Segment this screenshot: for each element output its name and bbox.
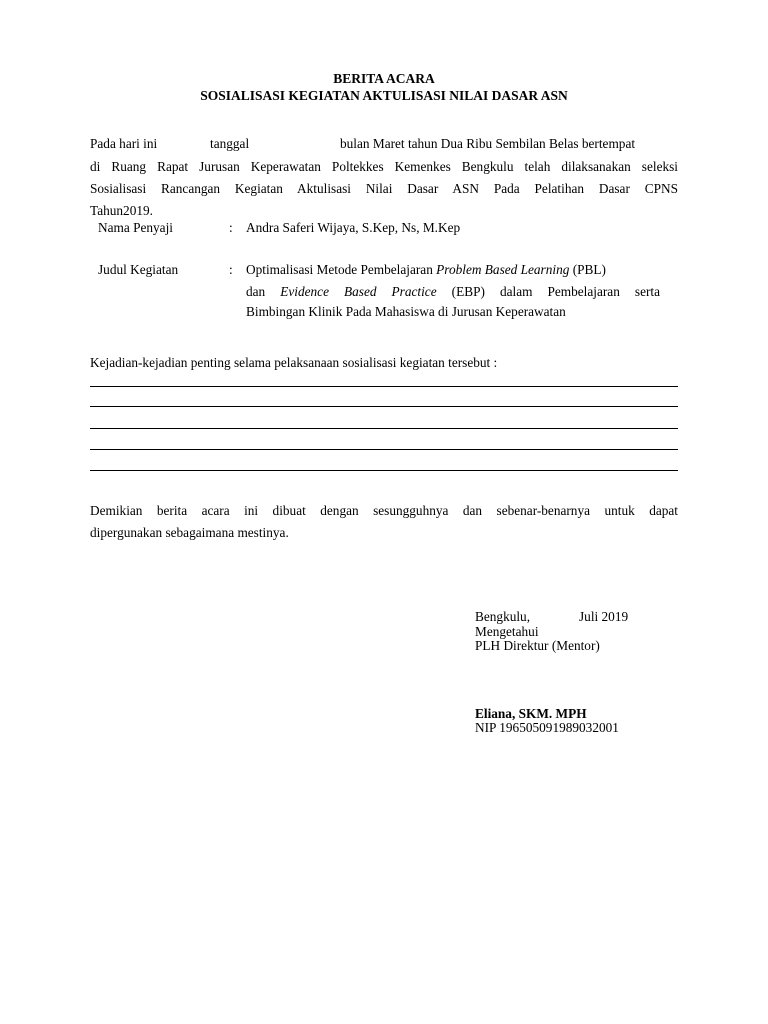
document-subtitle: SOSIALISASI KEGIATAN AKTULISASI NILAI DASAR ASN <box>200 88 568 103</box>
signature-place: Bengkulu, <box>475 609 531 624</box>
closing-line-1: Demikian berita acara ini dibuat dengan sesungguhnya dan sebenar-benarnya untuk dapat <box>90 503 678 518</box>
presenter-colon: : <box>229 220 233 235</box>
blank-writing-line <box>90 449 678 450</box>
blank-writing-line <box>90 386 678 387</box>
activity-italic-term: Problem Based Learning <box>436 262 570 277</box>
signature-role: PLH Direktur (Mentor) <box>475 638 600 653</box>
activity-label: Judul Kegiatan <box>98 262 179 277</box>
activity-title-line-2 <box>246 284 660 300</box>
intro-hari-label: Pada hari ini <box>90 136 158 151</box>
activity-colon: : <box>229 262 233 277</box>
activity-title-line-1 <box>246 262 606 278</box>
intro-line-3: Sosialisasi Rancangan Kegiatan Aktulisasi Nilai Dasar ASN Pada Pelatihan Dasar CPNS <box>90 181 678 196</box>
closing-line-2: dipergunakan sebagaimana mestinya. <box>90 525 289 540</box>
events-label: Kejadian-kejadian penting selama pelaksanaan sosialisasi kegiatan tersebut : <box>90 355 498 370</box>
signatory-name: Eliana, SKM. MPH <box>475 706 587 721</box>
blank-writing-line <box>90 406 678 407</box>
activity-text: (PBL) <box>569 262 606 277</box>
blank-writing-line <box>90 428 678 429</box>
presenter-value: Andra Saferi Wijaya, S.Kep, Ns, M.Kep <box>246 220 461 235</box>
presenter-label: Nama Penyaji <box>98 220 173 235</box>
activity-text: dan <box>246 284 281 299</box>
intro-line-1-rest: bulan Maret tahun Dua Ribu Sembilan Belas bertempat <box>340 136 636 151</box>
signature-place-date <box>475 609 629 625</box>
activity-text: Optimalisasi Metode Pembelajaran <box>246 262 437 277</box>
signature-date: Juli 2019 <box>579 609 629 624</box>
activity-text: (EBP) dalam Pembelajaran serta <box>436 284 660 299</box>
signature-acknowledged: Mengetahui <box>475 624 539 639</box>
document-title: BERITA ACARA <box>333 71 435 86</box>
activity-italic-term: Evidence Based Practice <box>280 284 437 299</box>
intro-line-4: Tahun2019. <box>90 203 153 218</box>
intro-tanggal-label: tanggal <box>210 136 250 151</box>
signatory-nip: NIP 196505091989032001 <box>475 720 619 735</box>
blank-writing-line <box>90 470 678 471</box>
activity-title-line-3: Bimbingan Klinik Pada Mahasiswa di Jurusan Keperawatan <box>246 304 566 319</box>
intro-line-2: di Ruang Rapat Jurusan Keperawatan Poltekkes Kemenkes Bengkulu telah dilaksanakan seleksi <box>90 159 678 174</box>
